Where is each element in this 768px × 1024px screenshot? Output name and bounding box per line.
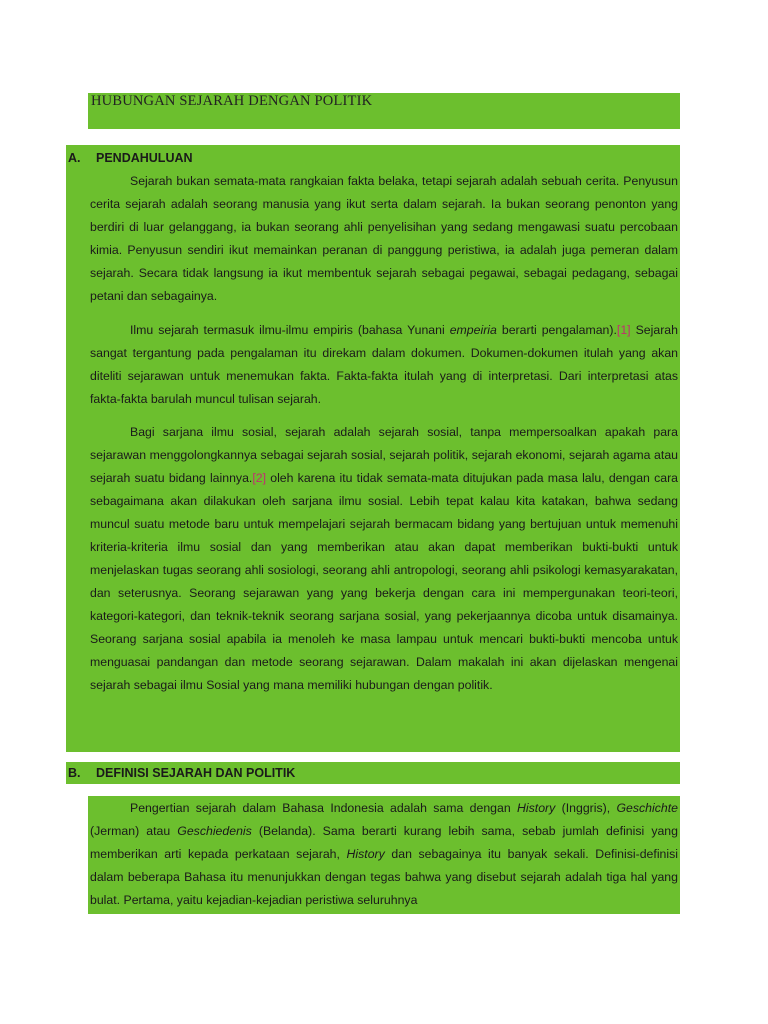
b-text-d: (Belanda). Sama berarti kurang lebih sama, sebab jumlah definisi yang memberikan arti kepada perkataan sejarah, [90, 824, 678, 861]
b-italic-history-2: History [346, 847, 385, 861]
section-a-heading [68, 151, 193, 165]
footnote-ref-1[interactable]: [1] [616, 323, 631, 337]
section-b-paragraph-1 [90, 797, 678, 912]
b-text-a: Pengertian sejarah dalam Bahasa Indonesia adalah sama dengan [130, 801, 518, 815]
section-a-number: A. [68, 151, 81, 165]
p2-text-b: berarti pengalaman). [496, 323, 617, 337]
section-b-number: B. [68, 766, 81, 780]
p3-text-a: Bagi sarjana ilmu sosial, sejarah adalah sejarah sosial, tanpa mempersoalkan apakah para sejarawan menggolongkannya sebagai sejarah sosial, sejarah politik, sejarah ekonomi, sejarah agama atau sejarah suatu bidang lainnya. [90, 425, 678, 485]
p2-text-c: Sejarah sangat tergantung pada pengalaman itu direkam dalam dokumen. Dokumen-dokumen itulah yang akan diteliti sejarawan untuk menemukan fakta. Fakta-fakta itulah yang di interpretasi. Dari interpretasi atas fakta-fakta barulah muncul tulisan sejarah. [90, 323, 678, 406]
p3-text-b: oleh karena itu tidak semata-mata ditujukan pada masa lalu, dengan cara sebagaimana akan dilakukan oleh sarjana ilmu sosial. Lebih tepat kalau kita katakan, bahwa sedang muncul suatu metode baru untuk mempelajari sejarah bermacam bidang yang bertujuan untuk memenuhi kriteria-kriteria ilmu sosial dan yang memberikan atau akan dapat memberikan bukti-bukti untuk menjelaskan tugas seorang ahli sosiologi, seorang ahli antropologi, seorang ahli psikologi kemasyarakatan, dan seterusnya. Seorang sejarawan yang yang bekerja dengan cara ini mempergunakan teori-teori, kategori-kategori, dan teknik-teknik seorang sarjana sosial, yang pekerjaannya dicoba untuk disamainya. Seorang sarjana sosial apabila ia menoleh ke masa lampau untuk mencari bukti-bukti mencoba untuk menguasai pandangan dan metode seorang sejarawan. Dalam makalah ini akan dijelaskan mengenai sejarah sebagai ilmu Sosial yang mana memiliki hubungan dengan politik. [90, 471, 678, 692]
b-text-c: (Jerman) atau [90, 824, 178, 838]
section-a-paragraph-3 [90, 421, 678, 697]
b-italic-history: History [517, 801, 556, 815]
p2-text-a: Ilmu sejarah termasuk ilmu-ilmu empiris (bahasa Yunani [130, 323, 450, 337]
footnote-ref-2[interactable]: [2] [252, 471, 267, 485]
document-title: HUBUNGAN SEJARAH DENGAN POLITIK [91, 93, 373, 109]
b-text-e: dan sebagainya itu banyak sekali. Definisi-definisi dalam beberapa Bahasa itu menunjukkan dengan tegas bahwa yang disebut sejarah adalah tiga hal yang bulat. Pertama, yaitu kejadian-kejadian peristiwa seluruhnya [90, 847, 679, 907]
b-italic-geschichte: Geschichte [616, 801, 678, 815]
p2-italic: empeiria [449, 323, 497, 337]
section-a-paragraph-1: Sejarah bukan semata-mata rangkaian fakta belaka, tetapi sejarah adalah sebuah cerita. Penyusun cerita sejarah adalah seorang manusia yang ikut serta dalam sejarah. Ia bukan seorang penonton yang berdiri di luar gelanggang, ia bukan seorang ahli penyelisihan yang sedang mengawasi suatu percobaan kimia. Penyusun sendiri ikut memainkan peranan di panggung peristiwa, ia adalah juga pemeran dalam sejarah. Secara tidak langsung ia ikut membentuk sejarah sebagai pegawai, sebagai pedagang, sebagai petani dan sebagainya. [90, 174, 678, 303]
title-banner [88, 93, 680, 129]
section-a-title: PENDAHULUAN [96, 151, 193, 165]
section-a-paragraph-2 [90, 319, 678, 411]
b-italic-geschiedenis: Geschiedenis [177, 824, 252, 838]
b-text-b: (Inggris), [555, 801, 617, 815]
section-b-heading [68, 766, 295, 780]
section-b-title: DEFINISI SEJARAH DAN POLITIK [96, 766, 296, 780]
